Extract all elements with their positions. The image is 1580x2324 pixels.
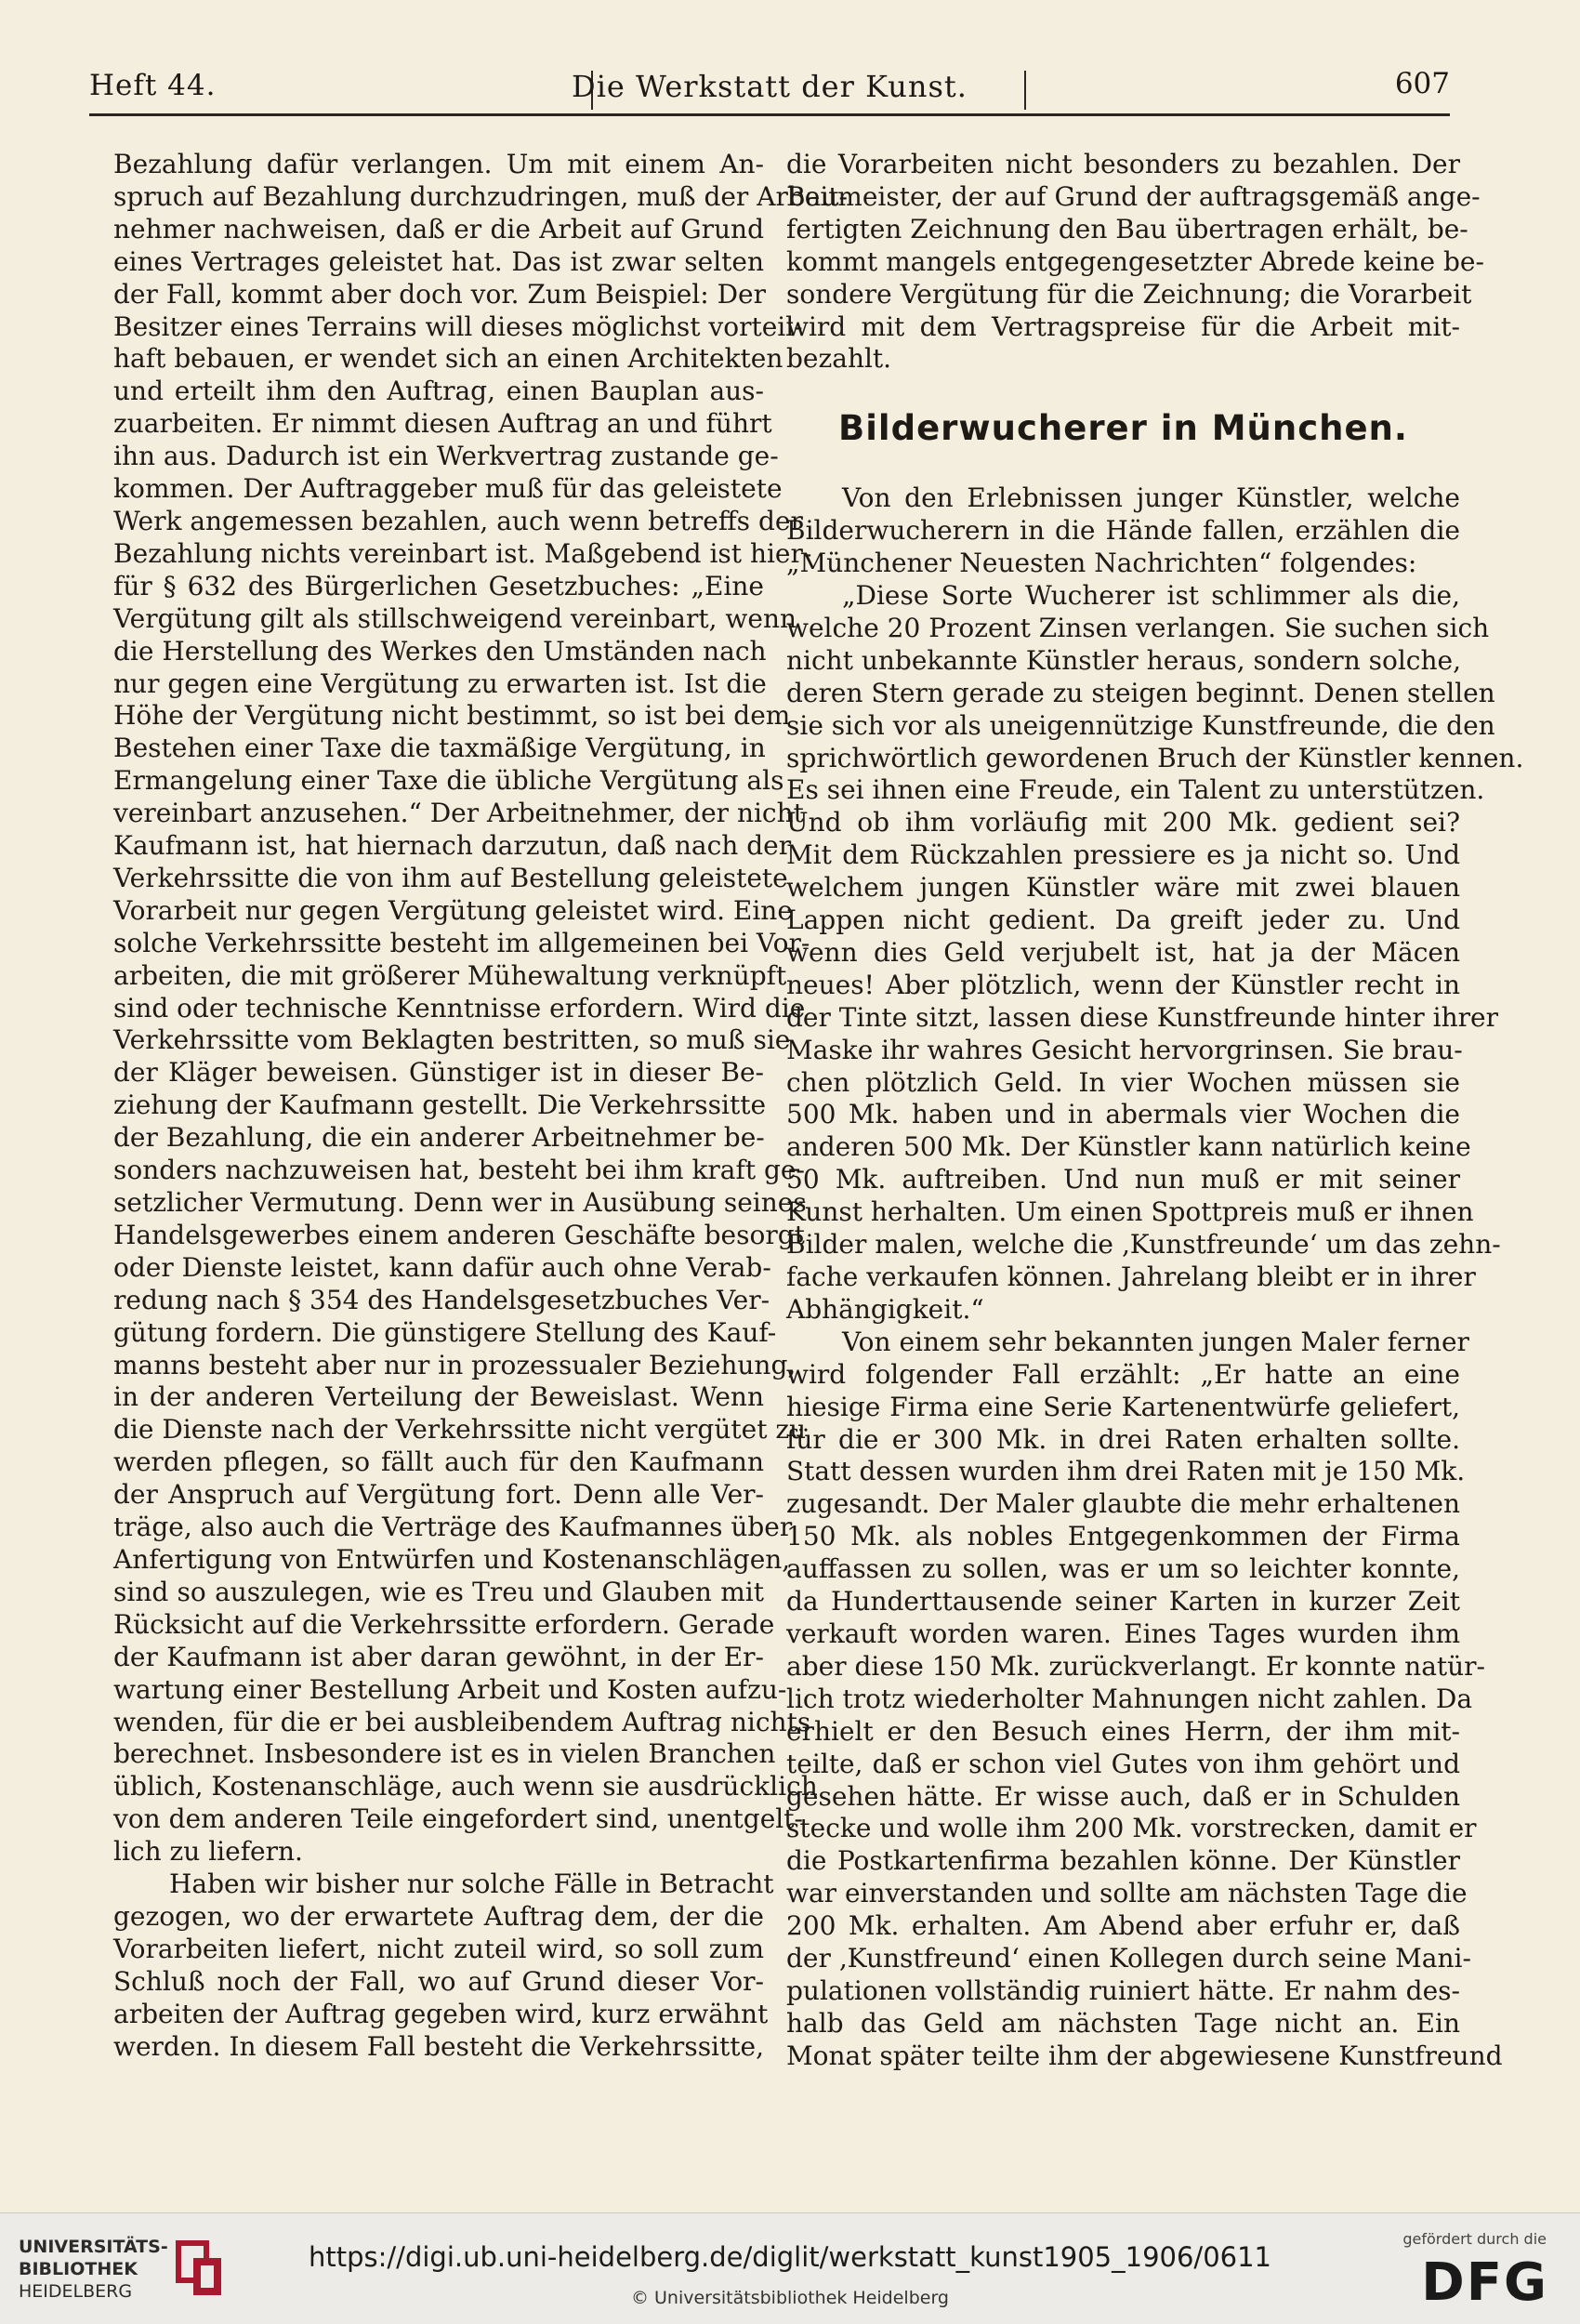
text-line: vereinbart anzusehen.“ Der Arbeitnehmer, der nicht: [113, 798, 804, 829]
text-line: der Tinte sitzt, lassen diese Kunstfreunde hinter ihrer: [786, 1001, 1498, 1033]
text-line: Rücksicht auf die Verkehrssitte erfordern. Gerade: [113, 1608, 775, 1640]
text-line: üblich, Kostenanschläge, auch wenn sie ausdrücklich: [113, 1771, 818, 1802]
text-line: Monat später teilte ihm der abgewiesene Kunstfreund: [786, 2040, 1503, 2071]
text-line: Es sei ihnen eine Freude, ein Talent zu unterstützen.: [786, 774, 1485, 806]
text-line: sondere Vergütung für die Zeichnung; die Vorarbeit: [786, 278, 1472, 310]
text-line: teilte, daß er schon viel Gutes von ihm gehört und: [786, 1748, 1460, 1779]
text-line: sie sich vor als uneigennützige Kunstfreunde, die den: [786, 709, 1495, 741]
text-line: Vorarbeit nur gegen Vergütung geleistet wird. Eine: [113, 894, 793, 926]
text-line: wenn dies Geld verjubelt ist, hat ja der Mäcen: [786, 936, 1460, 968]
text-line: Haben wir bisher nur solche Fälle in Betracht: [169, 1868, 774, 1900]
text-line: von dem anderen Teile eingefordert sind, unentgelt-: [113, 1803, 803, 1835]
permalink-url[interactable]: https://digi.ub.uni-heidelberg.de/diglit/werkstatt_kunst1905_1906/0611: [309, 2241, 1271, 2273]
text-line: Handelsgewerbes einem anderen Geschäfte besorgt: [113, 1219, 805, 1250]
text-line: Werk angemessen bezahlen, auch wenn betreffs der: [113, 505, 803, 536]
text-line: in der anderen Verteilung der Beweislast. Wenn: [113, 1381, 764, 1413]
text-line: Anfertigung von Entwürfen und Kostenanschlägen,: [113, 1543, 791, 1575]
text-line: sind oder technische Kenntnisse erfordern. Wird die: [113, 992, 806, 1023]
text-line: Mit dem Rückzahlen pressiere es ja nicht so. Und: [786, 839, 1460, 871]
text-line: nicht unbekannte Künstler heraus, sondern solche,: [786, 644, 1461, 676]
library-name-line: BIBLIOTHEK: [19, 2259, 138, 2279]
text-line: arbeiten der Auftrag gegeben wird, kurz erwähnt: [113, 1998, 769, 2029]
copyright-notice: © Universitätsbibliothek Heidelberg: [630, 2288, 949, 2308]
text-line: Höhe der Vergütung nicht bestimmt, so ist bei dem: [113, 700, 791, 732]
text-line: ihn aus. Dadurch ist ein Werkvertrag zustande ge-: [113, 441, 779, 472]
text-line: anderen 500 Mk. Der Künstler kann natürlich keine: [786, 1131, 1471, 1163]
text-line: die Postkartenfirma bezahlen könne. Der Künstler: [786, 1845, 1460, 1877]
text-line: zugesandt. Der Maler glaubte die mehr erhaltenen: [786, 1488, 1460, 1520]
library-logo[interactable]: [19, 2236, 270, 2310]
text-line: welchem jungen Künstler wäre mit zwei blauen: [786, 872, 1460, 904]
text-line: lich zu liefern.: [113, 1836, 303, 1868]
text-line: Ermangelung einer Taxe die übliche Vergütung als: [113, 765, 784, 797]
text-line: pulationen vollständig ruiniert hätte. Er nahm des-: [786, 1974, 1460, 2006]
right-column-article-text: [786, 482, 1524, 2072]
footer-bar: [0, 2212, 1580, 2324]
header-divider: [1024, 71, 1026, 110]
text-line: 500 Mk. haben und in abermals vier Wochen die: [786, 1099, 1460, 1130]
text-line: haft bebauen, er wendet sich an einen Architekten: [113, 343, 783, 375]
text-line: da Hunderttausende seiner Karten in kurzer Zeit: [786, 1586, 1460, 1618]
journal-title: Die Werkstatt der Kunst.: [572, 69, 968, 104]
text-line: sprichwörtlich gewordenen Bruch der Künstler kennen.: [786, 742, 1524, 773]
text-line: verkauft worden waren. Eines Tages wurden ihm: [786, 1618, 1460, 1649]
text-line: 200 Mk. erhalten. Am Abend aber erfuhr er, daß: [786, 1910, 1460, 1942]
page-number: 607: [1394, 67, 1450, 100]
text-line: wird folgender Fall erzählt: „Er hatte an eine: [786, 1358, 1460, 1390]
text-line: aber diese 150 Mk. zurückverlangt. Er konnte natür-: [786, 1650, 1486, 1682]
text-line: Bezahlung dafür verlangen. Um mit einem An-: [113, 149, 764, 179]
text-line: arbeiten, die mit größerer Mühewaltung verknüpft: [113, 959, 787, 991]
text-line: halb das Geld am nächsten Tage nicht an. Ein: [786, 2007, 1460, 2039]
text-line: Vergütung gilt als stillschweigend vereinbart, wenn: [113, 602, 797, 634]
text-line: stecke und wolle ihm 200 Mk. vorstrecken, damit er: [786, 1813, 1477, 1844]
text-line: werden pflegen, so fällt auch für den Kaufmann: [113, 1446, 764, 1478]
text-line: der Fall, kommt aber doch vor. Zum Beispiel: Der: [113, 278, 766, 310]
text-line: Lappen nicht gedient. Da greift jeder zu. Und: [786, 905, 1460, 936]
library-name-line: UNIVERSITÄTS-: [19, 2237, 168, 2257]
text-line: Von den Erlebnissen junger Künstler, welche: [842, 482, 1460, 514]
text-line: kommt mangels entgegengesetzter Abrede keine be-: [786, 245, 1484, 277]
text-line: Baumeister, der auf Grund der auftragsgemäß ange-: [786, 180, 1481, 212]
text-line: gezogen, wo der erwartete Auftrag dem, der die: [113, 1900, 764, 1932]
text-line: die Herstellung des Werkes den Umständen nach: [113, 635, 767, 667]
text-line: Vorarbeiten liefert, nicht zuteil wird, so soll zum: [113, 1933, 764, 1964]
library-name: [19, 2236, 168, 2303]
text-line: und erteilt ihm den Auftrag, einen Bauplan aus-: [113, 376, 764, 407]
text-line: die Dienste nach der Verkehrssitte nicht vergütet zu: [113, 1414, 807, 1446]
text-line: Bilderwucherern in die Hände fallen, erzählen die: [786, 515, 1460, 547]
text-line: werden. In diesem Fall besteht die Verkehrssitte,: [113, 2030, 764, 2062]
text-line: bezahlt.: [786, 343, 892, 375]
text-line: der ‚Kunstfreund‘ einen Kollegen durch seine Mani-: [786, 1943, 1471, 1974]
text-line: redung nach § 354 des Handelsgesetzbuches Ver-: [113, 1284, 770, 1315]
text-line: nur gegen eine Vergütung zu erwarten ist. Ist die: [113, 667, 767, 699]
text-line: „Münchener Neuesten Nachrichten“ folgendes:: [786, 548, 1417, 579]
text-line: für § 632 des Bürgerlichen Gesetzbuches: „Eine: [113, 570, 764, 601]
funding-label: gefördert durch die: [1402, 2230, 1547, 2248]
text-line: chen plötzlich Geld. In vier Wochen müssen sie: [786, 1066, 1460, 1098]
text-line: Kunst herhalten. Um einen Spottpreis muß er ihnen: [786, 1196, 1474, 1228]
text-line: sind so auszulegen, wie es Treu und Glauben mit: [113, 1576, 764, 1607]
dfg-logo[interactable]: DFG: [1421, 2252, 1548, 2313]
section-heading: Bilderwucherer in München.: [838, 408, 1408, 449]
text-line: lich trotz wiederholter Mahnungen nicht zahlen. Da: [786, 1683, 1473, 1714]
text-line: „Diese Sorte Wucherer ist schlimmer als die,: [842, 579, 1460, 611]
text-line: der Kläger beweisen. Günstiger ist in dieser Be-: [113, 1057, 764, 1089]
text-line: Schluß noch der Fall, wo auf Grund dieser Vor-: [113, 1965, 764, 1997]
text-line: 150 Mk. als nobles Entgegenkommen der Firma: [786, 1521, 1460, 1552]
text-line: träge, also auch die Verträge des Kaufmannes über: [113, 1512, 793, 1543]
running-head: [89, 63, 1450, 116]
text-line: welche 20 Prozent Zinsen verlangen. Sie suchen sich: [786, 612, 1490, 643]
text-line: solche Verkehrssitte besteht im allgemeinen bei Vor-: [113, 927, 810, 958]
text-line: auffassen zu sollen, was er um so leichter konnte,: [786, 1553, 1460, 1585]
text-line: der Anspruch auf Vergütung fort. Denn alle Ver-: [113, 1479, 764, 1511]
text-line: der Bezahlung, die ein anderer Arbeitnehmer be-: [113, 1122, 765, 1154]
text-line: fertigten Zeichnung den Bau übertragen erhält, be-: [786, 213, 1468, 244]
text-line: spruch auf Bezahlung durchzudringen, muß der Arbeit-: [113, 180, 848, 212]
text-line: Maske ihr wahres Gesicht hervorgrinsen. Sie brau-: [786, 1034, 1463, 1065]
text-line: Besitzer eines Terrains will dieses möglichst vorteil-: [113, 310, 803, 342]
text-line: Abhängigkeit.“: [786, 1293, 984, 1325]
text-line: 50 Mk. auftreiben. Und nun muß er mit seiner: [786, 1164, 1460, 1195]
text-line: Bezahlung nichts vereinbart ist. Maßgebend ist hier-: [113, 537, 812, 569]
text-line: Bestehen einer Taxe die taxmäßige Vergütung, in: [113, 733, 766, 764]
text-line: die Vorarbeiten nicht besonders zu bezahlen. Der: [786, 149, 1460, 179]
text-line: ziehung der Kaufmann gestellt. Die Verkehrssitte: [113, 1089, 767, 1121]
text-line: kommen. Der Auftraggeber muß für das geleistete: [113, 473, 783, 505]
text-line: fache verkaufen können. Jahrelang bleibt er in ihrer: [786, 1261, 1476, 1292]
text-line: sonders nachzuweisen hat, besteht bei ihm kraft ge-: [113, 1155, 805, 1186]
text-line: Bilder malen, welche die ‚Kunstfreunde‘ um das zehn-: [786, 1229, 1501, 1261]
text-line: deren Stern gerade zu steigen beginnt. Denen stellen: [786, 677, 1495, 708]
text-line: neues! Aber plötzlich, wenn der Künstler recht in: [786, 969, 1460, 1000]
issue-number: Heft 44.: [89, 69, 217, 102]
text-line: Kaufmann ist, hat hiernach darzutun, daß nach der: [113, 830, 792, 862]
text-line: nehmer nachweisen, daß er die Arbeit auf Grund: [113, 213, 764, 244]
text-line: der Kaufmann ist aber daran gewöhnt, in der Er-: [113, 1641, 764, 1672]
text-line: erhielt er den Besuch eines Herrn, der ihm mit-: [786, 1715, 1460, 1747]
text-line: gesehen hätte. Er wisse auch, daß er in Schulden: [786, 1780, 1460, 1812]
text-line: gütung fordern. Die günstigere Stellung des Kauf-: [113, 1316, 777, 1348]
text-line: Und ob ihm vorläufig mit 200 Mk. gedient sei?: [786, 807, 1460, 838]
text-line: wartung einer Bestellung Arbeit und Kosten aufzu-: [113, 1673, 787, 1705]
text-line: Verkehrssitte vom Beklagten bestritten, so muß sie: [113, 1024, 791, 1056]
text-line: wenden, für die er bei ausbleibendem Auftrag nichts: [113, 1706, 811, 1737]
library-emblem-icon: [175, 2238, 234, 2304]
text-line: Statt dessen wurden ihm drei Raten mit je 150 Mk.: [786, 1456, 1466, 1487]
text-line: oder Dienste leistet, kann dafür auch ohne Verab-: [113, 1251, 771, 1283]
library-name-line: HEIDELBERG: [19, 2281, 133, 2302]
right-column: [786, 149, 1524, 2073]
text-line: berechnet. Insbesondere ist es in vielen Branchen: [113, 1738, 776, 1770]
text-line: zuarbeiten. Er nimmt diesen Auftrag an und führt: [113, 408, 772, 440]
text-line: Verkehrssitte die von ihm auf Bestellung geleistete: [113, 862, 788, 893]
text-line: Von einem sehr bekannten jungen Maler ferner: [842, 1326, 1469, 1357]
text-line: für die er 300 Mk. in drei Raten erhalten sollte.: [786, 1423, 1460, 1455]
text-line: hiesige Firma eine Serie Kartenentwürfe geliefert,: [786, 1391, 1460, 1422]
text-line: setzlicher Vermutung. Denn wer in Ausübung seines: [113, 1187, 807, 1218]
text-line: war einverstanden und sollte am nächsten Tage die: [786, 1878, 1468, 1909]
text-line: manns besteht aber nur in prozessualer Beziehung,: [113, 1349, 797, 1380]
text-line: eines Vertrages geleistet hat. Das ist zwar selten: [113, 245, 764, 277]
text-line: wird mit dem Vertragspreise für die Arbeit mit-: [786, 310, 1460, 342]
right-column-top-text: [786, 149, 1484, 376]
